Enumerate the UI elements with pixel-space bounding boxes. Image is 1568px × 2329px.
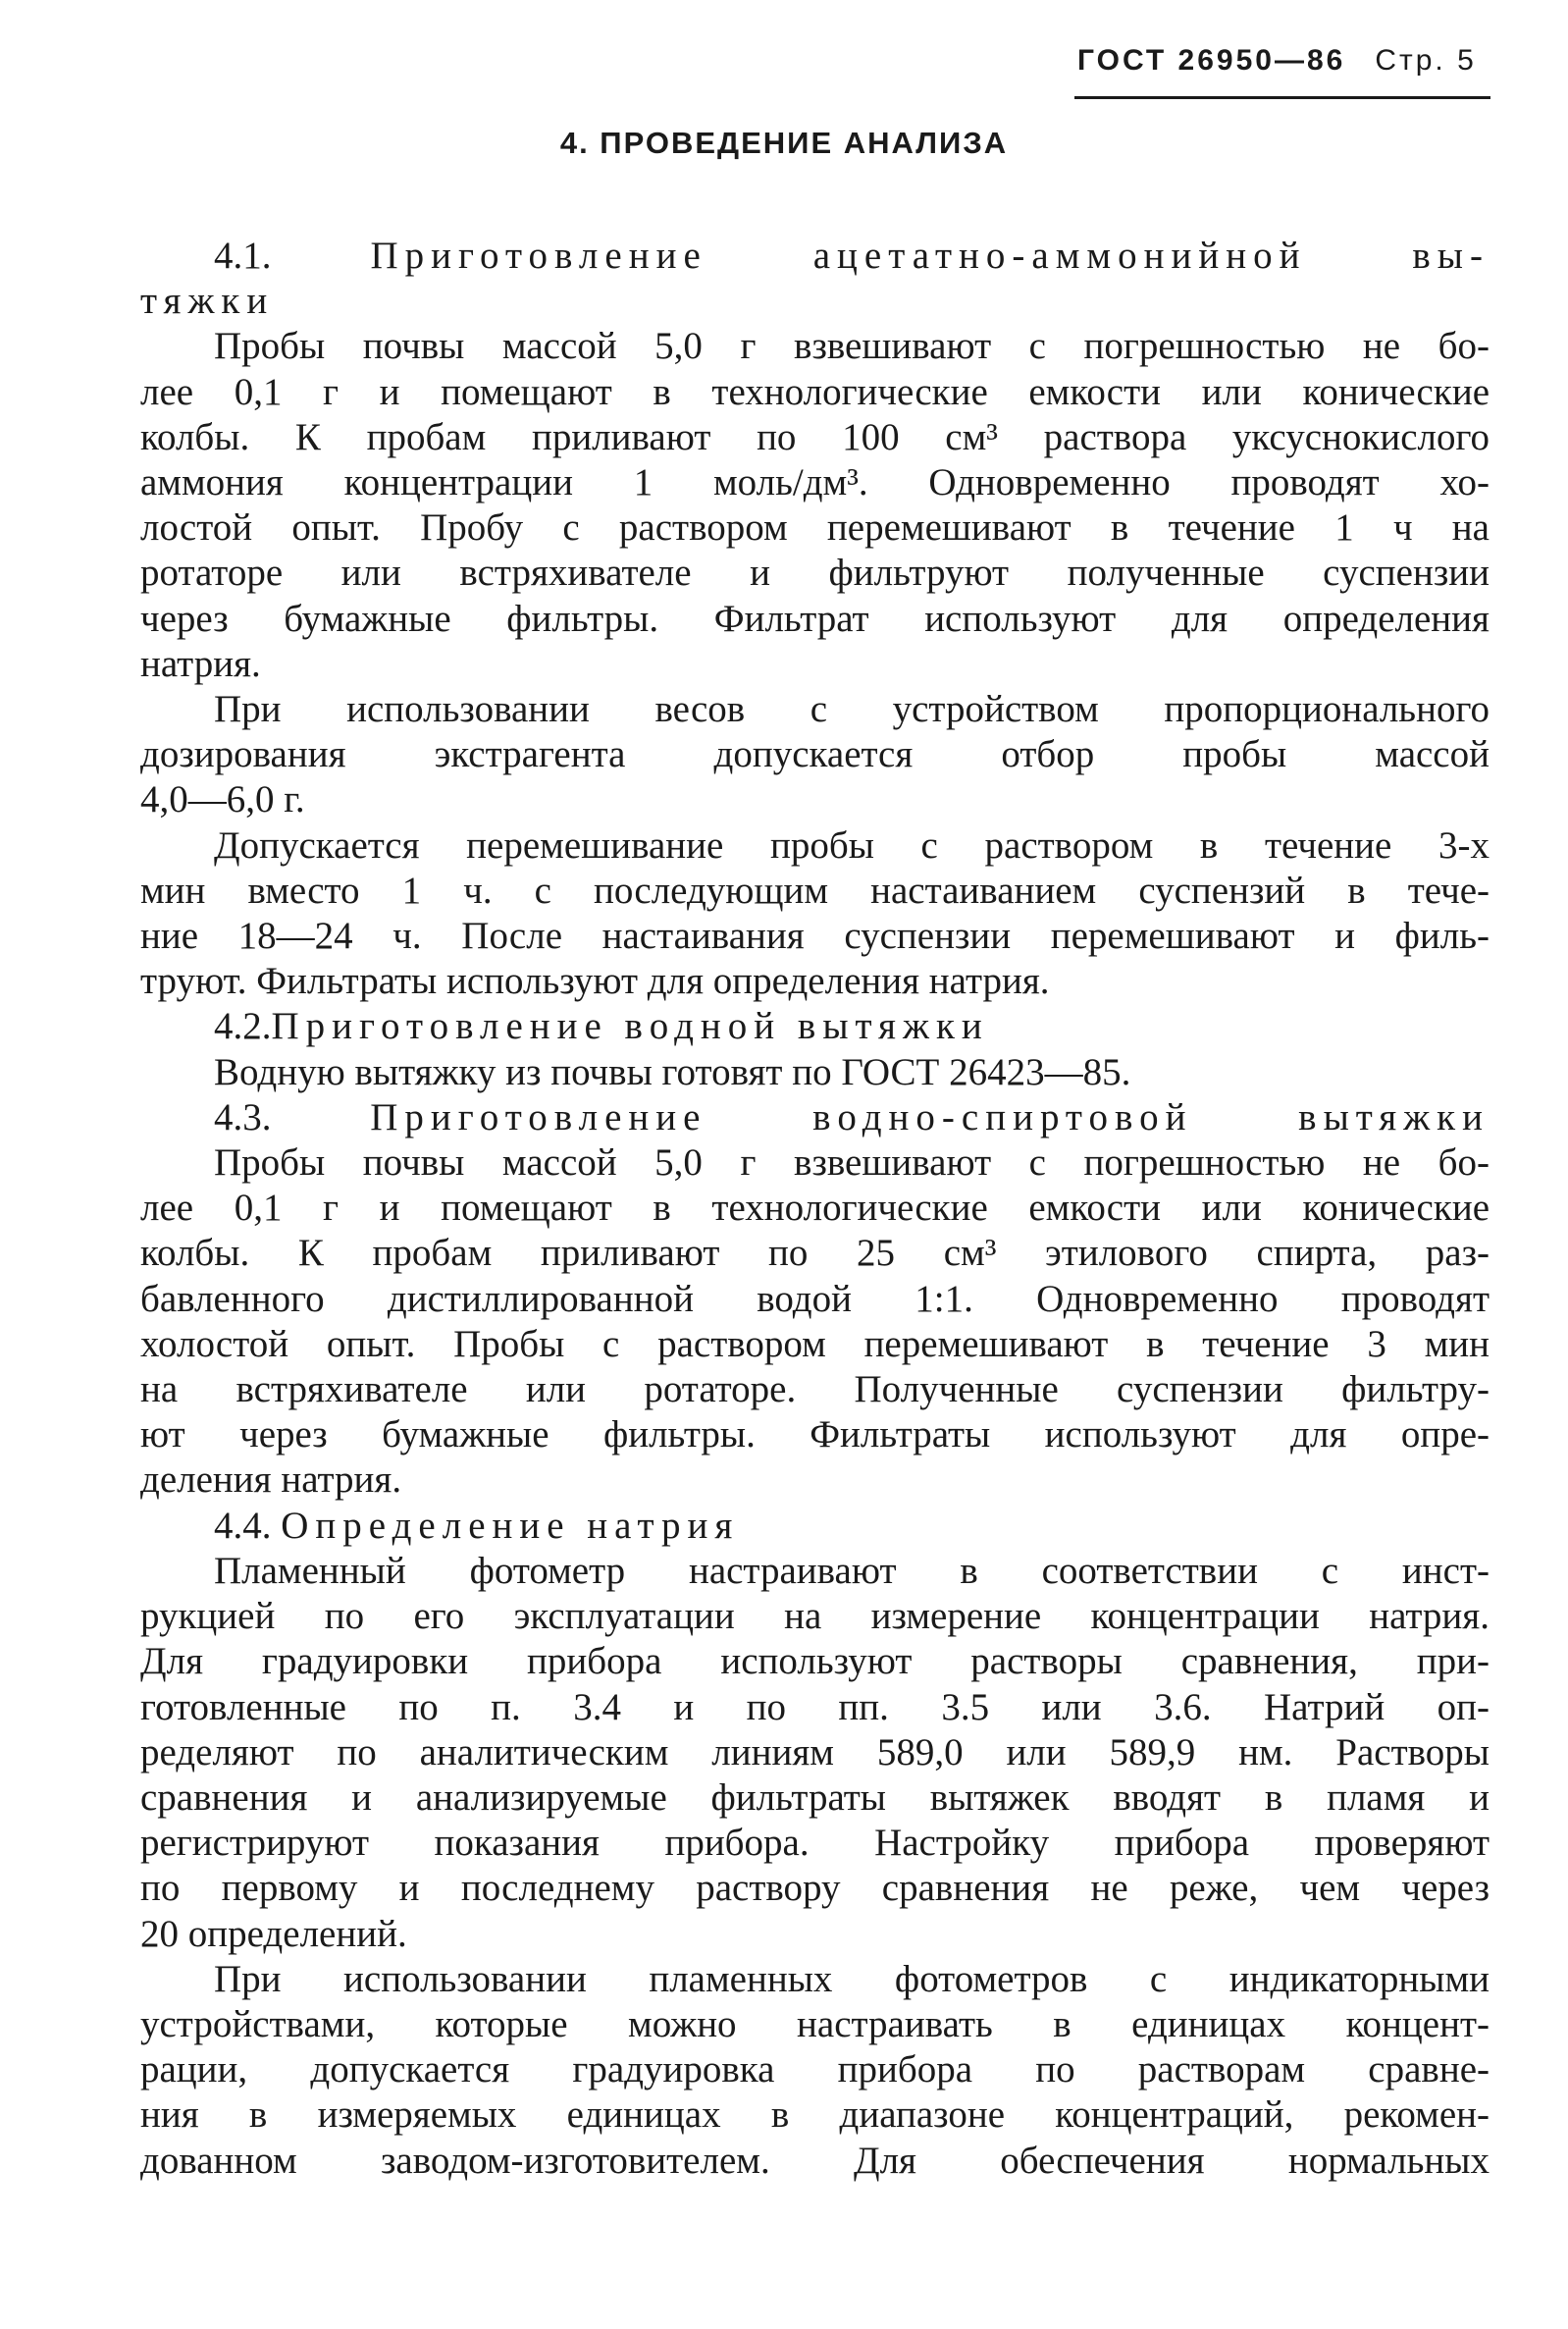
paragraph-line: бавленного дистиллированной водой 1:1. Одновременно проводят <box>140 1277 1490 1320</box>
paragraph-line: При использовании пламенных фотометров с индикаторными <box>214 1957 1490 2000</box>
paragraph-line: При использовании весов с устройством пропорционального <box>214 688 1490 731</box>
subsection-heading-4-2 <box>140 1004 1490 1049</box>
paragraph-line: дованном заводом-изготовителем. Для обеспечения нормальных <box>140 2139 1490 2182</box>
paragraph-line: холостой опыт. Пробы с раствором перемешивают в течение 3 мин <box>140 1322 1490 1365</box>
paragraph-line: колбы. К пробам приливают по 25 см³ этилового спирта, раз- <box>140 1232 1490 1275</box>
subsection-title: Приготовление водно-спиртовой вытяжки <box>370 1095 1490 1138</box>
paragraph-line: натрия. <box>140 642 261 685</box>
paragraph-line: труют. Фильтраты используют для определения натрия. <box>140 960 1050 1003</box>
paragraph-line: готовленные по п. 3.4 и по пп. 3.5 или 3.6. Натрий оп- <box>140 1685 1490 1728</box>
page-number: Стр. 5 <box>1375 44 1477 77</box>
subsection-number: 4.3. <box>214 1095 272 1138</box>
paragraph-line: мин вместо 1 ч. с последующим настаиванием суспензий в тече- <box>140 869 1490 912</box>
subsection-heading-4-1 <box>140 234 1490 279</box>
subsection-number: 4.4. <box>214 1504 272 1547</box>
subsection-title-line: тяжки <box>140 280 275 323</box>
paragraph-line: ние 18—24 ч. После настаивания суспензии перемешивают и филь- <box>140 915 1490 958</box>
paragraph-line: Для градуировки прибора используют растворы сравнения, при- <box>140 1640 1490 1683</box>
paragraph-line: ротаторе или встряхивателе и фильтруют полученные суспензии <box>140 552 1490 595</box>
subsection-number: 4.1. <box>214 235 272 277</box>
paragraph-line: деления натрия. <box>140 1458 402 1502</box>
paragraph-line: регистрируют показания прибора. Настройку прибора проверяют <box>140 1822 1490 1865</box>
header-rule <box>1074 96 1490 99</box>
body-text <box>140 234 1490 2184</box>
subsection-title-line: Приготовление ацетатно-аммонийной вы- <box>370 235 1490 277</box>
paragraph-line: аммония концентрации 1 моль/дм³. Одновременно проводят хо- <box>140 461 1490 504</box>
paragraph-line: Допускается перемешивание пробы с раствором в течение 3-х <box>214 823 1490 867</box>
paragraph-line: устройствами, которые можно настраивать в единицах концент- <box>140 2002 1490 2045</box>
paragraph-line: колбы. К пробам приливают по 100 см³ раствора уксуснокислого <box>140 415 1490 458</box>
standard-number: ГОСТ 26950—86 <box>1077 44 1346 77</box>
paragraph-line: через бумажные фильтры. Фильтрат используют для определения <box>140 597 1490 640</box>
paragraph-line: лее 0,1 г и помещают в технологические емкости или конические <box>140 370 1490 413</box>
subsection-title: Приготовление водной вытяжки <box>271 1005 989 1048</box>
subsection-number: 4.2. <box>214 1005 272 1048</box>
paragraph-line: 20 определений. <box>140 1912 407 1955</box>
subsection-title: Определение натрия <box>281 1504 740 1547</box>
page-header <box>1077 44 1490 78</box>
paragraph-line: ют через бумажные фильтры. Фильтраты используют для опре- <box>140 1413 1490 1456</box>
paragraph-line: Пробы почвы массой 5,0 г взвешивают с погрешностью не бо- <box>214 325 1490 368</box>
paragraph-line: ределяют по аналитическим линиям 589,0 или 589,9 нм. Растворы <box>140 1730 1490 1773</box>
paragraph-line: лостой опыт. Пробу с раствором перемешивают в течение 1 ч на <box>140 506 1490 550</box>
subsection-heading-4-4 <box>140 1504 1490 1549</box>
paragraph-line: Пламенный фотометр настраивают в соответствии с инст- <box>214 1549 1490 1592</box>
section-title: 4. ПРОВЕДЕНИЕ АНАЛИЗА <box>559 126 1009 160</box>
paragraph-line: по первому и последнему раствору сравнения не реже, чем через <box>140 1867 1490 1910</box>
paragraph-line: Пробы почвы массой 5,0 г взвешивают с погрешностью не бо- <box>214 1141 1490 1185</box>
paragraph-line: сравнения и анализируемые фильтраты вытяжек вводят в пламя и <box>140 1775 1490 1819</box>
paragraph-line: Водную вытяжку из почвы готовят по ГОСТ 26423—85. <box>214 1050 1131 1093</box>
paragraph-line: ния в измеряемых единицах в диапазоне концентраций, рекомен- <box>140 2093 1490 2137</box>
paragraph-line: 4,0—6,0 г. <box>140 778 305 821</box>
paragraph-line: лее 0,1 г и помещают в технологические емкости или конические <box>140 1187 1490 1230</box>
paragraph-line: рукцией по его эксплуатации на измерение концентрации натрия. <box>140 1595 1490 1638</box>
paragraph-line: на встряхивателе или ротаторе. Полученные суспензии фильтру- <box>140 1368 1490 1411</box>
subsection-heading-4-3 <box>140 1095 1490 1140</box>
paragraph-line: дозирования экстрагента допускается отбор пробы массой <box>140 733 1490 776</box>
paragraph-line: рации, допускается градуировка прибора по растворам сравне- <box>140 2048 1490 2091</box>
